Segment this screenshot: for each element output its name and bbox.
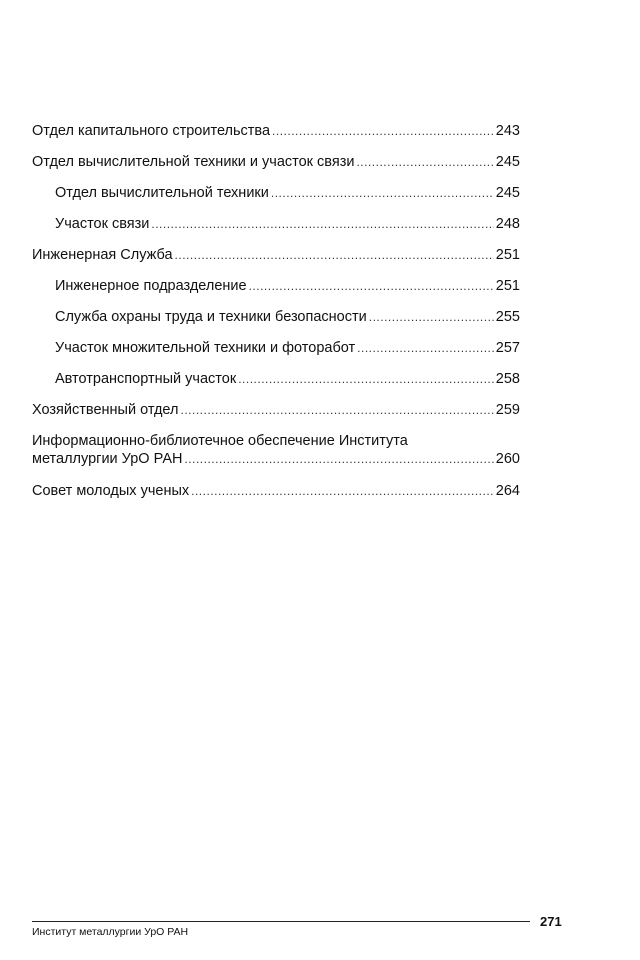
footer-rule: [32, 921, 530, 922]
toc-subentry: [32, 184, 520, 215]
toc-entry: [32, 246, 520, 277]
toc-subentry: [32, 339, 520, 370]
toc-dot-leader: [238, 370, 494, 389]
toc-entry-page: 259: [495, 402, 520, 418]
toc-dot-leader: [175, 246, 494, 265]
toc-entry-page: 258: [495, 371, 520, 387]
toc-entry-title: Отдел капитального строительства: [32, 123, 271, 139]
toc-entry-page: 243: [495, 123, 520, 139]
toc-entry-title: Служба охраны труда и техники безопасности: [55, 309, 367, 325]
toc-dot-leader: [184, 450, 493, 469]
toc-entry-title-line-1: Информационно-библиотечное обеспечение Института: [32, 433, 408, 449]
toc-entry-page: 245: [495, 154, 520, 170]
table-of-contents: [32, 122, 520, 513]
page-footer: [32, 916, 572, 946]
toc-entry-title: Хозяйственный отдел: [32, 402, 179, 418]
toc-entry-title: Инженерная Служба: [32, 247, 173, 263]
toc-entry-title-line-2: металлургии УрО РАН: [32, 451, 183, 467]
toc-dot-leader: [271, 184, 494, 203]
toc-entry-second-line: [32, 450, 520, 469]
toc-dot-leader: [191, 482, 494, 501]
toc-dot-leader: [180, 401, 493, 420]
toc-dot-leader: [369, 308, 494, 327]
toc-entry: [32, 401, 520, 432]
toc-subentry: [32, 277, 520, 308]
toc-dot-leader: [356, 153, 493, 172]
toc-dot-leader: [272, 122, 494, 141]
toc-entry-title: Отдел вычислительной техники и участок связи: [32, 154, 355, 170]
toc-entry-page: 257: [495, 340, 520, 356]
page-number: 271: [540, 914, 562, 929]
toc-entry-title: Участок множительной техники и фоторабот: [55, 340, 356, 356]
toc-subentry: [32, 215, 520, 246]
toc-entry: [32, 153, 520, 184]
toc-entry-page: 251: [495, 278, 520, 294]
toc-entry-title: Участок связи: [55, 216, 150, 232]
toc-entry: [32, 482, 520, 513]
toc-entry: [32, 432, 520, 482]
toc-subentry: [32, 308, 520, 339]
toc-dot-leader: [357, 339, 494, 358]
toc-entry-title: Отдел вычислительной техники: [55, 185, 269, 201]
toc-entry-page: 264: [495, 483, 520, 499]
toc-subentry: [32, 370, 520, 401]
footer-publisher: Институт металлургии УрО РАН: [32, 926, 189, 938]
toc-entry-title: Автотранспортный участок: [55, 371, 237, 387]
toc-entry-page: 251: [495, 247, 520, 263]
toc-dot-leader: [249, 277, 494, 296]
toc-dot-leader: [151, 215, 493, 234]
toc-entry-page: 255: [495, 309, 520, 325]
toc-entry-title: Совет молодых ученых: [32, 483, 190, 499]
toc-entry-page: 248: [495, 216, 520, 232]
toc-entry-page: 260: [495, 451, 520, 467]
toc-entry-title: Инженерное подразделение: [55, 278, 247, 294]
toc-entry-page: 245: [495, 185, 520, 201]
toc-entry: [32, 122, 520, 153]
